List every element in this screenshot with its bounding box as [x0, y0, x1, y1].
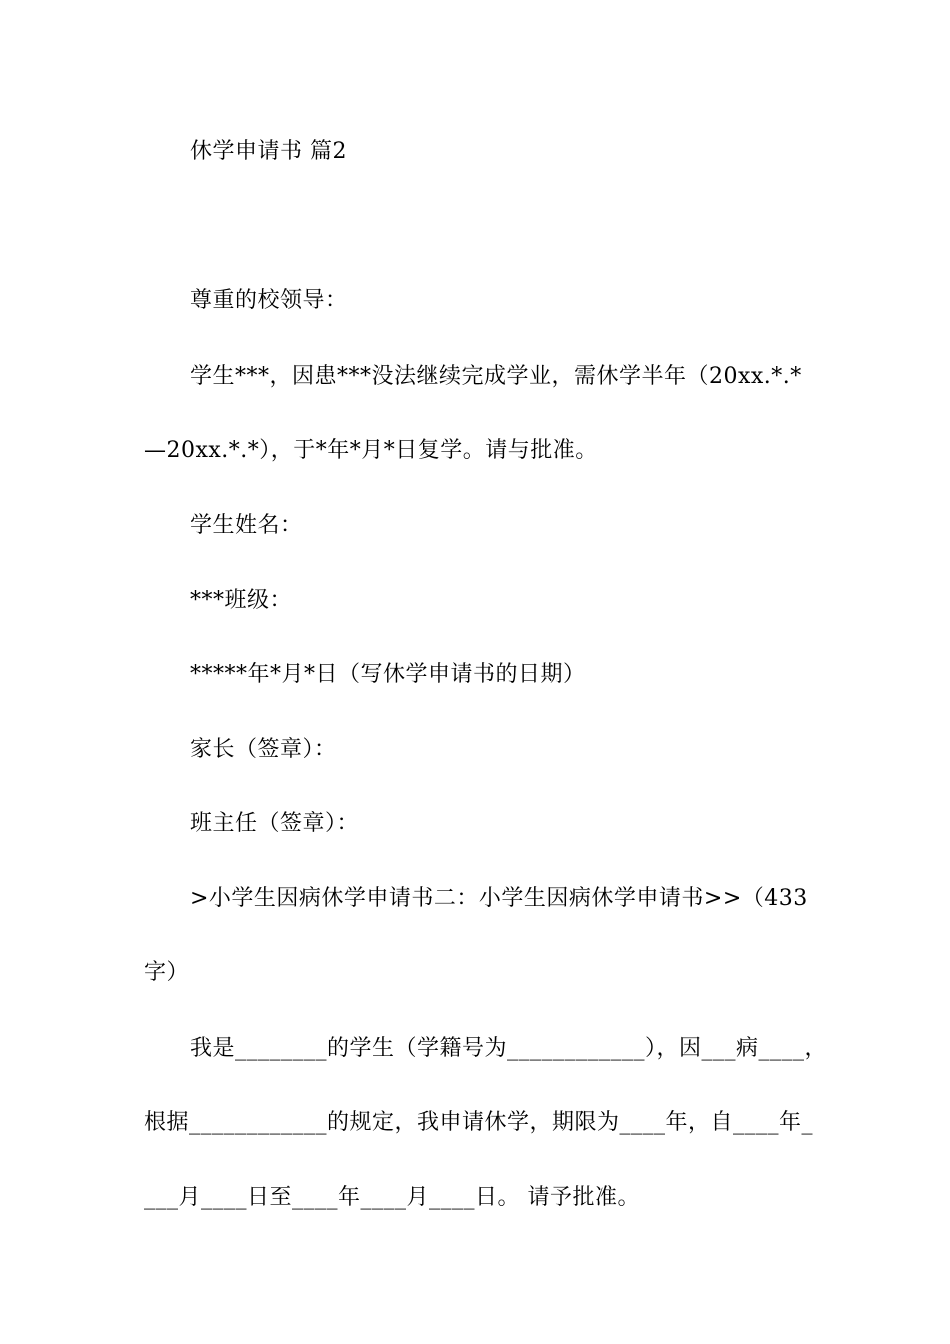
parent-signature-label: 家长（签章）： — [190, 737, 337, 762]
paragraph-2-line-2: 根据____________的规定，我申请休学，期限为____年，自____年_ — [144, 1110, 814, 1135]
salutation: 尊重的校领导： — [190, 288, 348, 313]
paragraph-1-line-1: 学生***，因患***没法继续完成学业，需休学半年（20xx.*.* — [190, 364, 802, 389]
date-line: *****年*月*日（写休学申请书的日期） — [190, 662, 586, 687]
document-title: 休学申请书 篇2 — [190, 139, 347, 164]
link-line-2: 字） — [144, 960, 190, 985]
paragraph-2-line-3: ___月____日至____年____月____日。 请予批准。 — [144, 1185, 640, 1210]
paragraph-1-line-2: —20xx.*.*），于*年*月*日复学。请与批准。 — [144, 438, 598, 463]
paragraph-2-line-1: 我是________的学生（学籍号为____________），因___病____， — [190, 1036, 828, 1061]
student-name-label: 学生姓名： — [190, 513, 303, 538]
link-line-1: >小学生因病休学申请书二：小学生因病休学申请书>>（433 — [190, 886, 808, 911]
class-label: ***班级： — [190, 588, 293, 613]
teacher-signature-label: 班主任（签章）： — [190, 811, 360, 836]
